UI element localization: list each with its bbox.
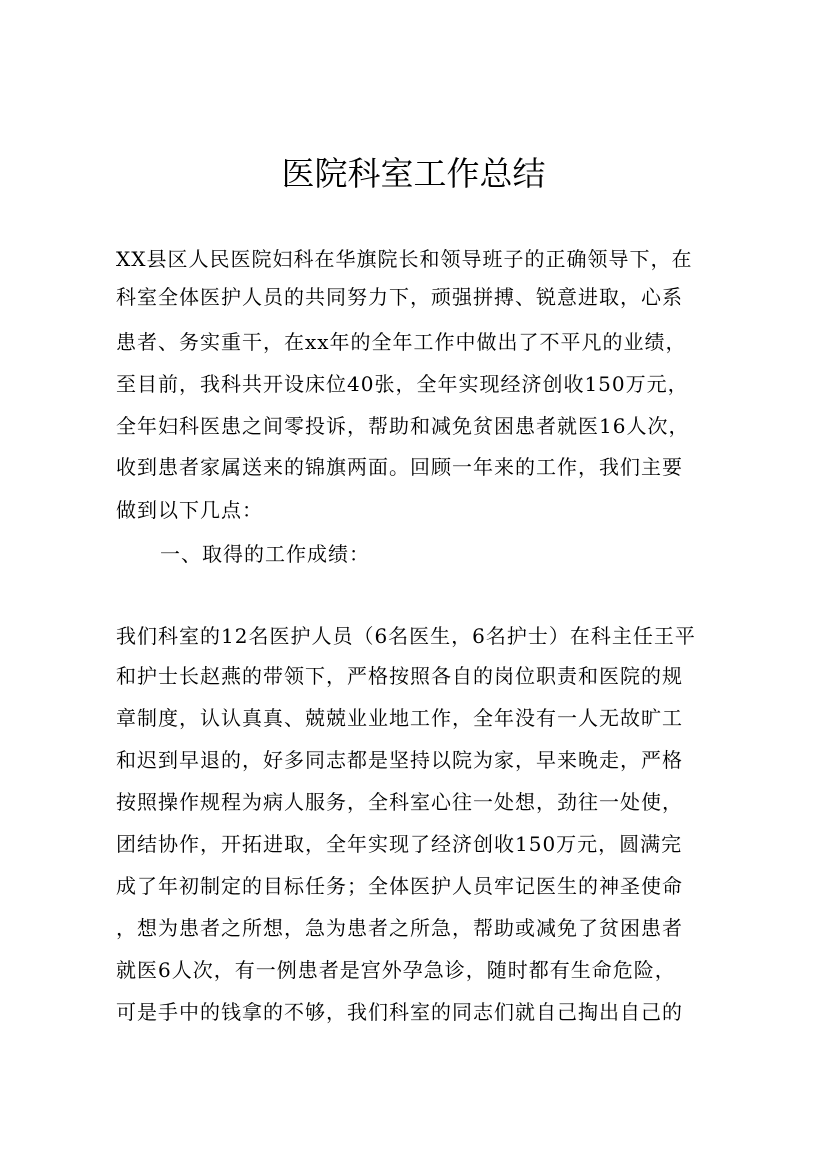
paragraph-2-line-4: 和迟到早退的，好多同志都是坚持以院为家，早来晚走，严格 (116, 748, 683, 772)
paragraph-1-line-6: 收到患者家属送来的锦旗两面。回顾一年来的工作，我们主要 (116, 455, 683, 479)
paragraph-1-line-4: 至目前，我科共开设床位40张，全年实现经济创收150万元， (116, 372, 689, 396)
section-heading: 一、取得的工作成绩： (160, 542, 370, 566)
paragraph-1-line-3: 患者、务实重干，在xx年的全年工作中做出了不平凡的业绩， (116, 330, 687, 354)
paragraph-2-line-2: 和护士长赵燕的带领下，严格按照各自的岗位职责和医院的规 (116, 664, 683, 688)
document-title: 医院科室工作总结 (281, 154, 546, 193)
paragraph-2-line-8: ，想为患者之所想，急为患者之所急，帮助或减免了贫困患者 (116, 916, 683, 940)
paragraph-2-line-6: 团结协作，开拓进取，全年实现了经济创收150万元，圆满完 (116, 832, 683, 856)
paragraph-2-line-9: 就医6人次，有一例患者是宫外孕急诊，随时都有生命危险， (116, 958, 676, 982)
paragraph-2-line-3: 章制度，认认真真、兢兢业业地工作，全年没有一人无故旷工 (116, 706, 683, 730)
paragraph-2-line-5: 按照操作规程为病人服务，全科室心往一处想，劲往一处使， (116, 790, 683, 814)
paragraph-2-line-7: 成了年初制定的目标任务；全体医护人员牢记医生的神圣使命 (116, 874, 683, 898)
paragraph-2-line-10: 可是手中的钱拿的不够，我们科室的同志们就自己掏出自己的 (116, 1000, 683, 1024)
paragraph-1-line-2: 科室全体医护人员的共同努力下，顽强拼搏、锐意进取，心系 (116, 285, 683, 309)
paragraph-1-line-5: 全年妇科医患之间零投诉，帮助和减免贫困患者就医16人次， (116, 414, 690, 438)
paragraph-2-line-1: 我们科室的12名医护人员（6名医生，6名护士）在科主任王平 (116, 624, 696, 648)
paragraph-1-line-1: XX县区人民医院妇科在华旗院长和领导班子的正确领导下，在 (116, 247, 693, 271)
paragraph-1-line-7: 做到以下几点： (116, 498, 263, 522)
